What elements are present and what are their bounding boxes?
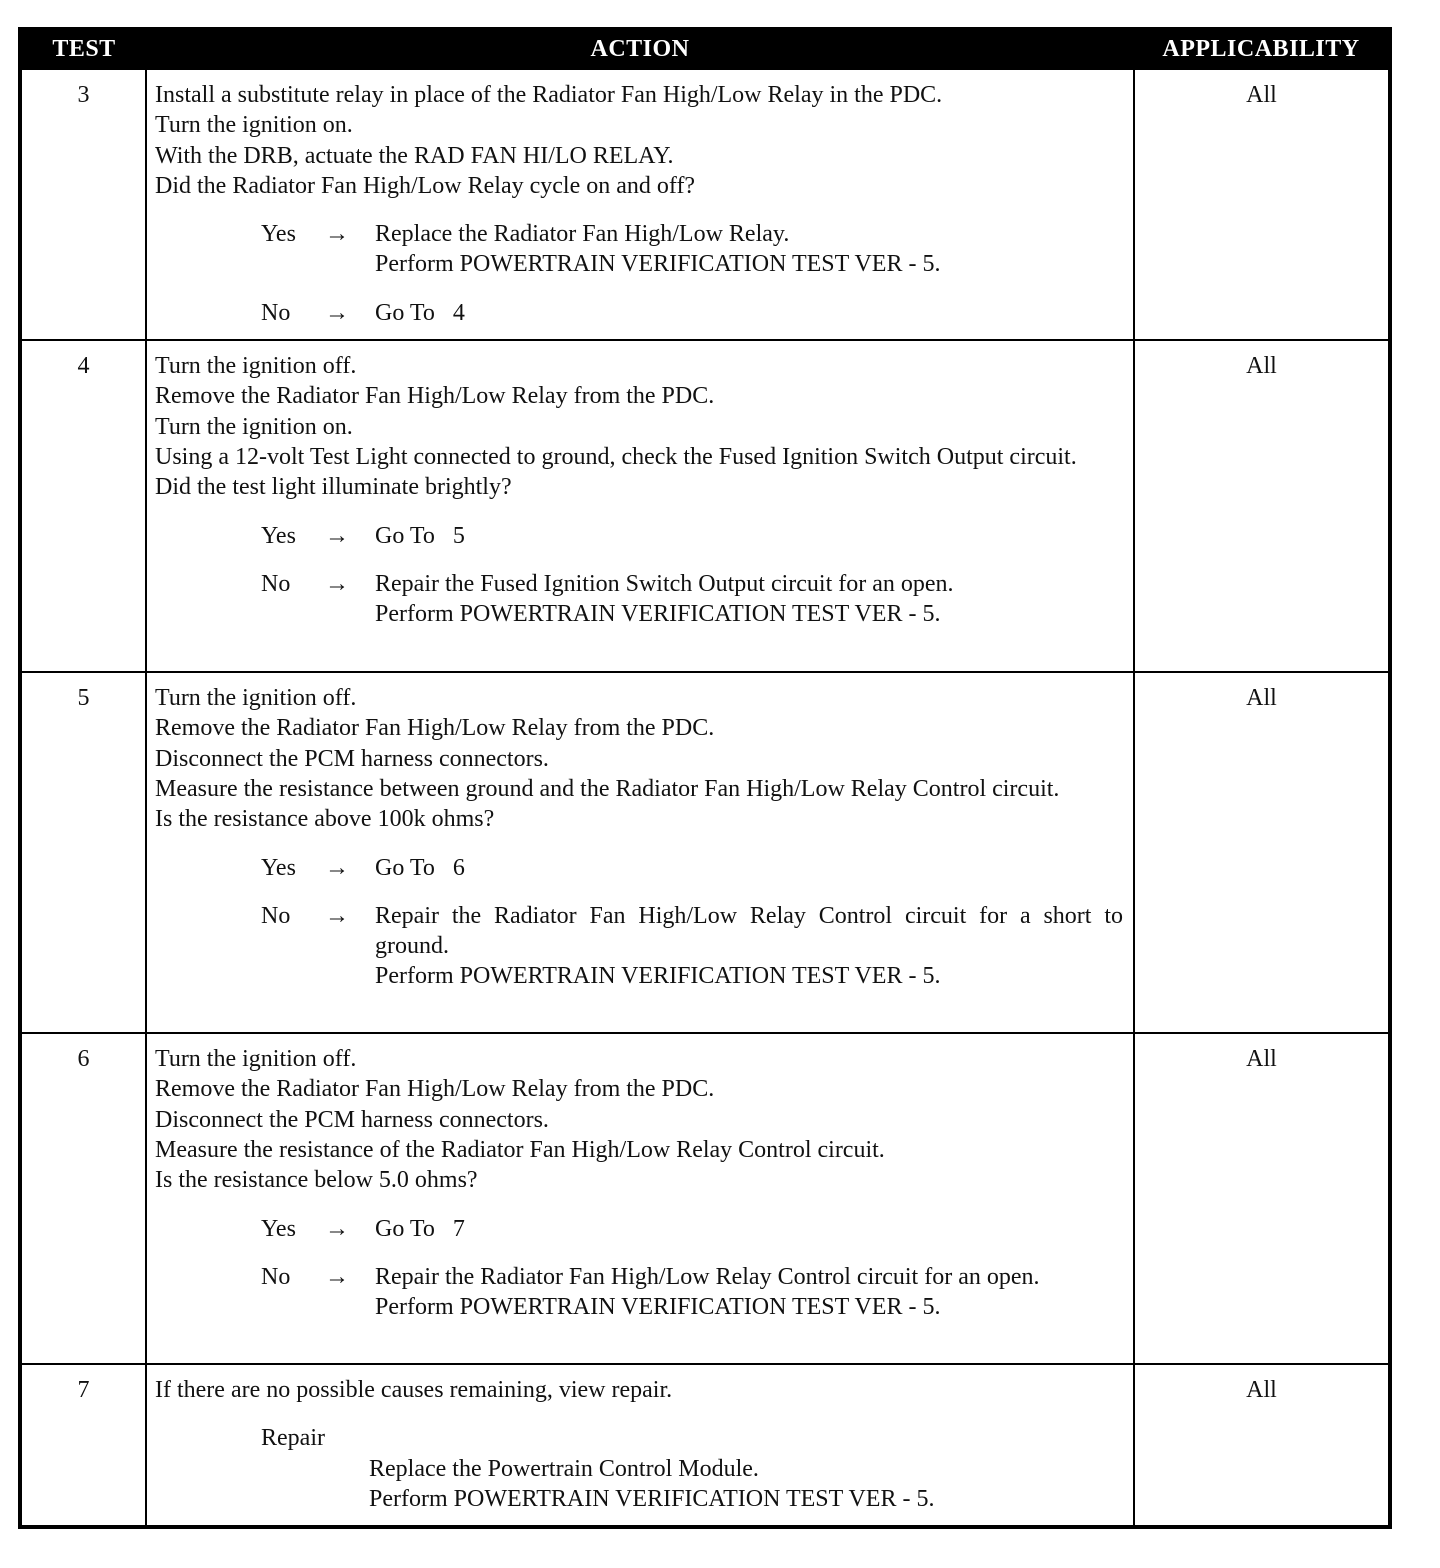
header-action: ACTION — [146, 29, 1134, 69]
no-result — [375, 298, 1123, 328]
diagnostic-test-table — [18, 27, 1392, 1529]
yes-result — [375, 219, 1123, 280]
no-label: No — [261, 299, 291, 326]
arrow-right-icon: → — [325, 854, 349, 881]
yes-result — [375, 853, 1123, 883]
arrow-right-icon: → — [325, 902, 349, 929]
result-text: Perform POWERTRAIN VERIFICATION TEST VER - 5. — [375, 251, 941, 278]
result-text: Repair the Radiator Fan High/Low Relay Control circuit for a short to ground. — [375, 902, 1123, 960]
yes-result — [375, 1214, 1123, 1244]
header-test: TEST — [20, 29, 146, 69]
step-text: Did the Radiator Fan High/Low Relay cycle on and off? — [155, 172, 696, 199]
step-text: Install a substitute relay in place of the Radiator Fan High/Low Relay in the PDC. — [155, 82, 943, 108]
table-row — [20, 1033, 1390, 1364]
diagnostic-document — [18, 27, 1388, 1529]
result-branches — [155, 521, 1123, 630]
result-branches — [155, 219, 1123, 328]
table-row — [20, 1364, 1390, 1527]
test-number: 4 — [20, 340, 146, 672]
no-result — [375, 569, 1123, 630]
action-cell — [146, 1364, 1134, 1527]
step-text: Is the resistance below 5.0 ohms? — [155, 1167, 478, 1194]
step-text: Is the resistance above 100k ohms? — [155, 806, 495, 833]
arrow-right-icon: → — [325, 570, 349, 597]
yes-branch — [155, 521, 1123, 551]
no-label: No — [261, 1263, 291, 1290]
yes-label: Yes — [261, 522, 296, 549]
no-label: No — [261, 902, 291, 929]
table-row — [20, 69, 1390, 340]
test-number: 6 — [20, 1033, 146, 1364]
applicability-value: All — [1134, 1364, 1390, 1527]
no-branch — [155, 569, 1123, 630]
result-text: Replace the Radiator Fan High/Low Relay. — [375, 221, 790, 248]
yes-label: Yes — [261, 221, 296, 248]
applicability-value: All — [1134, 340, 1390, 672]
test-number: 3 — [20, 69, 146, 340]
result-text: Repair the Fused Ignition Switch Output circuit for an open. — [375, 570, 954, 597]
result-text: Perform POWERTRAIN VERIFICATION TEST VER - 5. — [375, 1294, 941, 1321]
arrow-right-icon: → — [325, 299, 349, 326]
result-text: Go To 6 — [375, 854, 465, 881]
header-applicability: APPLICABILITY — [1134, 29, 1390, 69]
step-text: Disconnect the PCM harness connectors. — [155, 745, 549, 772]
step-text: Turn the ignition on. — [155, 112, 353, 139]
arrow-right-icon: → — [325, 221, 349, 248]
step-text: Turn the ignition off. — [155, 353, 357, 380]
result-branches — [155, 853, 1123, 992]
yes-result — [375, 521, 1123, 551]
step-text: Using a 12-volt Test Light connected to ground, check the Fused Ignition Switch Output circuit. — [155, 443, 1077, 470]
arrow-right-icon: → — [325, 522, 349, 549]
step-text: Remove the Radiator Fan High/Low Relay from the PDC. — [155, 715, 715, 742]
result-text: Go To 7 — [375, 1215, 465, 1242]
step-text: Disconnect the PCM harness connectors. — [155, 1106, 549, 1133]
action-cell — [146, 1033, 1134, 1364]
repair-text: Replace the Powertrain Control Module. — [369, 1455, 759, 1482]
no-result — [375, 1262, 1123, 1323]
no-branch — [155, 901, 1123, 992]
no-result — [375, 901, 1123, 992]
table-row — [20, 672, 1390, 1033]
repair-text: Perform POWERTRAIN VERIFICATION TEST VER - 5. — [369, 1485, 935, 1512]
no-label: No — [261, 570, 291, 597]
applicability-value: All — [1134, 672, 1390, 1033]
result-text: Perform POWERTRAIN VERIFICATION TEST VER - 5. — [375, 963, 941, 990]
table-row — [20, 340, 1390, 672]
step-text: If there are no possible causes remaining, view repair. — [155, 1377, 673, 1404]
result-text: Perform POWERTRAIN VERIFICATION TEST VER - 5. — [375, 601, 941, 628]
yes-branch — [155, 219, 1123, 280]
step-text: With the DRB, actuate the RAD FAN HI/LO RELAY. — [155, 142, 674, 169]
arrow-right-icon: → — [325, 1263, 349, 1290]
yes-branch — [155, 853, 1123, 883]
no-branch — [155, 298, 1123, 328]
yes-branch — [155, 1214, 1123, 1244]
applicability-value: All — [1134, 69, 1390, 340]
step-text: Turn the ignition on. — [155, 413, 353, 440]
table-header-row — [20, 29, 1390, 69]
yes-label: Yes — [261, 1215, 296, 1242]
step-text: Measure the resistance between ground and the Radiator Fan High/Low Relay Control circuit. — [155, 775, 1060, 802]
step-text: Remove the Radiator Fan High/Low Relay from the PDC. — [155, 1076, 715, 1103]
test-number: 7 — [20, 1364, 146, 1527]
result-text: Go To 4 — [375, 299, 465, 326]
step-text: Turn the ignition off. — [155, 1046, 357, 1073]
action-cell — [146, 340, 1134, 672]
action-cell — [146, 672, 1134, 1033]
repair-label: Repair — [261, 1425, 325, 1452]
yes-label: Yes — [261, 854, 296, 881]
step-text: Remove the Radiator Fan High/Low Relay from the PDC. — [155, 383, 715, 410]
result-branches — [155, 1214, 1123, 1323]
arrow-right-icon: → — [325, 1215, 349, 1242]
test-number: 5 — [20, 672, 146, 1033]
step-text: Measure the resistance of the Radiator Fan High/Low Relay Control circuit. — [155, 1136, 885, 1163]
action-cell — [146, 69, 1134, 340]
result-text: Go To 5 — [375, 522, 465, 549]
applicability-value: All — [1134, 1033, 1390, 1364]
no-branch — [155, 1262, 1123, 1323]
step-text: Turn the ignition off. — [155, 685, 357, 712]
result-text: Repair the Radiator Fan High/Low Relay Control circuit for an open. — [375, 1263, 1040, 1290]
step-text: Did the test light illuminate brightly? — [155, 474, 512, 501]
